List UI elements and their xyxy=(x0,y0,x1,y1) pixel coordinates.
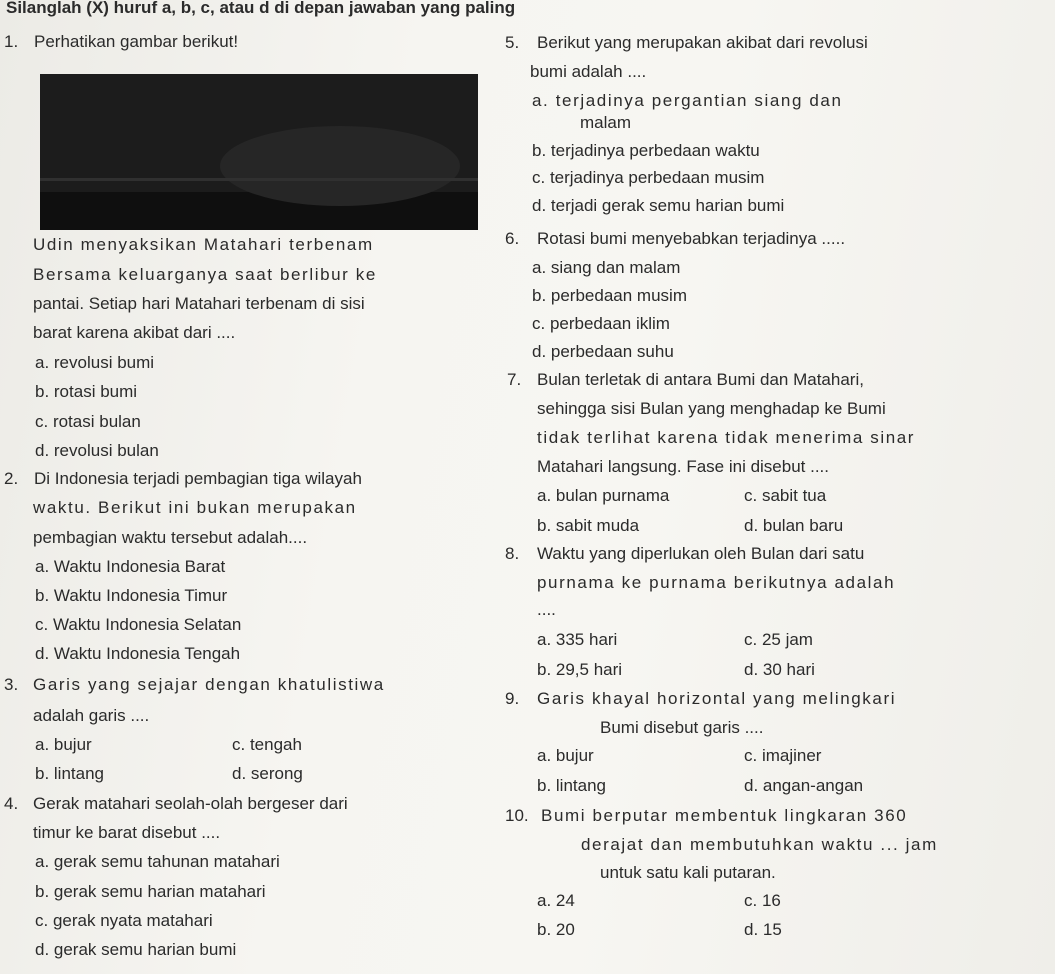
q1-option-c[interactable]: c. rotasi bulan xyxy=(35,412,141,431)
q3-option-b[interactable]: b. lintang xyxy=(35,764,104,783)
q5-option-a[interactable]: a. terjadinya pergantian siang dan xyxy=(532,91,843,110)
q5-option-c[interactable]: c. terjadinya perbedaan musim xyxy=(532,168,765,187)
q1-line-3: pantai. Setiap hari Matahari terbenam di sisi xyxy=(33,294,365,313)
q4-option-d[interactable]: d. gerak semu harian bumi xyxy=(35,940,237,959)
q1-number: 1. xyxy=(4,32,19,51)
q1-line-1: Udin menyaksikan Matahari terbenam xyxy=(33,235,374,254)
q10-line-1: Bumi berputar membentuk lingkaran 360 xyxy=(541,806,908,825)
q3-option-d[interactable]: d. serong xyxy=(232,764,303,783)
q6-number: 6. xyxy=(505,229,520,248)
q4-line-2: timur ke barat disebut .... xyxy=(33,823,221,842)
q8-line-3: .... xyxy=(537,600,556,619)
q9-option-a[interactable]: a. bujur xyxy=(537,746,594,765)
q8-option-c[interactable]: c. 25 jam xyxy=(744,630,813,649)
q2-option-a[interactable]: a. Waktu Indonesia Barat xyxy=(35,557,226,576)
q2-line-3: pembagian waktu tersebut adalah.... xyxy=(33,528,308,547)
q9-number: 9. xyxy=(505,689,520,708)
q6-line-1: Rotasi bumi menyebabkan terjadinya ..... xyxy=(537,229,846,248)
q3-number: 3. xyxy=(4,675,19,694)
q10-option-b[interactable]: b. 20 xyxy=(537,920,575,939)
q2-option-c[interactable]: c. Waktu Indonesia Selatan xyxy=(35,615,242,634)
q3-option-a[interactable]: a. bujur xyxy=(35,735,92,754)
q7-line-4: Matahari langsung. Fase ini disebut .... xyxy=(537,457,829,476)
q5-option-b[interactable]: b. terjadinya perbedaan waktu xyxy=(532,141,760,160)
q7-line-2: sehingga sisi Bulan yang menghadap ke Bumi xyxy=(537,399,886,418)
q4-option-c[interactable]: c. gerak nyata matahari xyxy=(35,911,213,930)
q4-number: 4. xyxy=(4,794,19,813)
q1-line-4: barat karena akibat dari .... xyxy=(33,323,236,342)
q7-line-3: tidak terlihat karena tidak menerima sinar xyxy=(537,428,916,447)
q7-line-1: Bulan terletak di antara Bumi dan Matahari, xyxy=(537,370,864,389)
q10-number: 10. xyxy=(505,806,529,825)
q8-option-a[interactable]: a. 335 hari xyxy=(537,630,618,649)
q2-number: 2. xyxy=(4,469,19,488)
q3-option-c[interactable]: c. tengah xyxy=(232,735,302,754)
q1-intro: Perhatikan gambar berikut! xyxy=(34,32,239,51)
q2-line-1: Di Indonesia terjadi pembagian tiga wilayah xyxy=(34,469,362,488)
q7-option-a[interactable]: a. bulan purnama xyxy=(537,486,670,505)
q10-line-2: derajat dan membutuhkan waktu ... jam xyxy=(581,835,938,854)
q7-number: 7. xyxy=(507,370,522,389)
q7-option-b[interactable]: b. sabit muda xyxy=(537,516,640,535)
q4-line-1: Gerak matahari seolah-olah bergeser dari xyxy=(33,794,348,813)
q9-option-d[interactable]: d. angan-angan xyxy=(744,776,864,795)
q1-option-d[interactable]: d. revolusi bulan xyxy=(35,441,159,460)
q5-option-a-continued: malam xyxy=(580,113,632,132)
q5-number: 5. xyxy=(505,33,520,52)
q8-option-b[interactable]: b. 29,5 hari xyxy=(537,660,623,679)
q7-option-c[interactable]: c. sabit tua xyxy=(744,486,827,505)
q10-option-d[interactable]: d. 15 xyxy=(744,920,782,939)
q5-option-d[interactable]: d. terjadi gerak semu harian bumi xyxy=(532,196,785,215)
q6-option-a[interactable]: a. siang dan malam xyxy=(532,258,681,277)
instruction-text: Silanglah (X) huruf a, b, c, atau d di depan jawaban yang paling xyxy=(6,0,516,17)
q10-line-3: untuk satu kali putaran. xyxy=(600,863,776,882)
q4-option-b[interactable]: b. gerak semu harian matahari xyxy=(35,882,266,901)
q5-line-2: bumi adalah .... xyxy=(530,62,647,81)
q3-line-1: Garis yang sejajar dengan khatulistiwa xyxy=(33,675,385,694)
q3-line-2: adalah garis .... xyxy=(33,706,150,725)
q10-option-a[interactable]: a. 24 xyxy=(537,891,575,910)
q6-option-d[interactable]: d. perbedaan suhu xyxy=(532,342,674,361)
q1-line-2: Bersama keluarganya saat berlibur ke xyxy=(33,265,377,284)
sunset-silhouette-image xyxy=(40,74,478,230)
q9-option-b[interactable]: b. lintang xyxy=(537,776,606,795)
q8-option-d[interactable]: d. 30 hari xyxy=(744,660,815,679)
q6-option-c[interactable]: c. perbedaan iklim xyxy=(532,314,670,333)
q2-option-d[interactable]: d. Waktu Indonesia Tengah xyxy=(35,644,241,663)
q8-number: 8. xyxy=(505,544,520,563)
q1-option-a[interactable]: a. revolusi bumi xyxy=(35,353,155,372)
q9-line-2: Bumi disebut garis .... xyxy=(600,718,764,737)
sunset-photo xyxy=(40,74,478,230)
q8-line-1: Waktu yang diperlukan oleh Bulan dari satu xyxy=(537,544,865,563)
q9-option-c[interactable]: c. imajiner xyxy=(744,746,822,765)
q2-option-b[interactable]: b. Waktu Indonesia Timur xyxy=(35,586,228,605)
q2-line-2: waktu. Berikut ini bukan merupakan xyxy=(33,498,357,517)
q4-option-a[interactable]: a. gerak semu tahunan matahari xyxy=(35,852,280,871)
q9-line-1: Garis khayal horizontal yang melingkari xyxy=(537,689,897,708)
q8-line-2: purnama ke purnama berikutnya adalah xyxy=(537,573,896,592)
q5-line-1: Berikut yang merupakan akibat dari revolusi xyxy=(537,33,868,52)
q10-option-c[interactable]: c. 16 xyxy=(744,891,781,910)
q6-option-b[interactable]: b. perbedaan musim xyxy=(532,286,687,305)
q7-option-d[interactable]: d. bulan baru xyxy=(744,516,844,535)
q1-option-b[interactable]: b. rotasi bumi xyxy=(35,382,138,401)
